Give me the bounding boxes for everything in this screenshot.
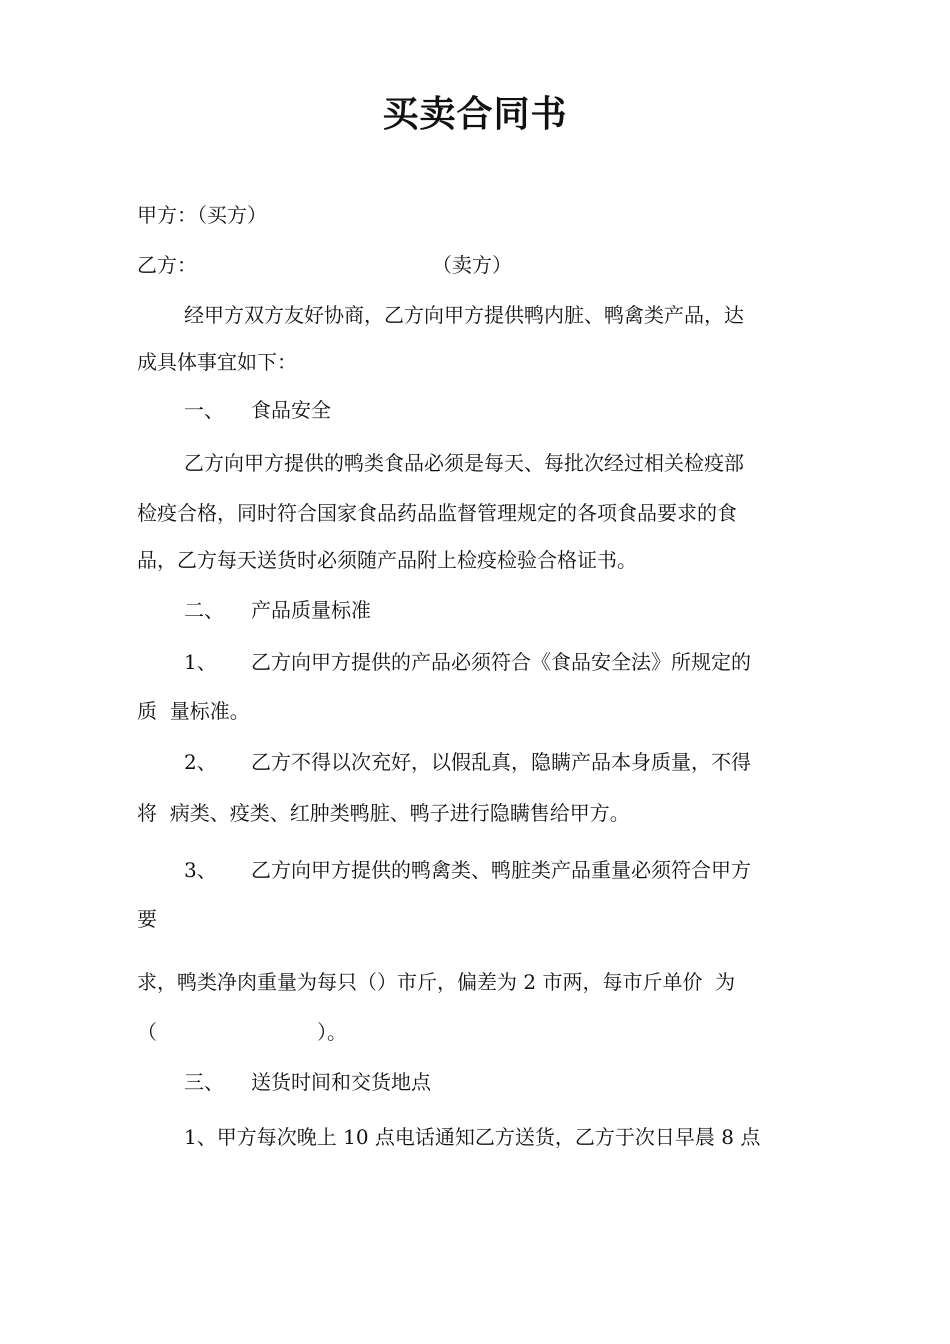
section-2-item-3-cont-2: 求，鸭类净肉重量为每只（）市斤，偏差为 2 市两，每市斤单价 为 [137,970,736,994]
item-number: 1、 [184,1125,217,1149]
section-2-item-3 [184,858,751,882]
section-1-heading [184,398,331,422]
document-title: 买卖合同书 [382,93,568,135]
section-2-item-2-cont: 将 病类、疫类、红肿类鸭脏、鸭子进行隐瞒售给甲方。 [137,801,630,825]
section-2-title: 产品质量标准 [251,598,371,622]
section-2-item-2 [184,750,751,774]
item-number: 1、 [184,650,217,674]
section-1-body-2: 检疫合格，同时符合国家食品药品监督管理规定的各项食品要求的食 [137,501,737,525]
section-3-title: 送货时间和交货地点 [251,1070,431,1094]
item-number: 2、 [184,750,217,774]
party-b-line [137,253,512,277]
section-3-heading [184,1070,431,1094]
intro-line-2: 成具体事宜如下： [137,350,297,374]
section-2-item-1 [184,650,751,674]
item-text: 乙方向甲方提供的产品必须符合《食品安全法》所规定的 [251,650,751,674]
blank-open-paren: （ [137,1020,157,1044]
section-1-body-1: 乙方向甲方提供的鸭类食品必须是每天、每批次经过相关检疫部 [184,451,744,475]
section-3-item-1 [184,1125,760,1149]
item-number: 3、 [184,858,217,882]
section-3-number: 三、 [184,1070,224,1094]
section-2-heading [184,598,371,622]
section-2-item-3-cont-3 [137,1020,347,1044]
item-text: 甲方每次晚上 10 点电话通知乙方送货，乙方于次日早晨 8 点 [216,1125,761,1149]
party-b-role: （卖方） [432,253,512,277]
item-text: 乙方不得以次充好，以假乱真，隐瞒产品本身质量，不得 [251,750,751,774]
section-2-item-1-cont: 质 量标准。 [137,699,250,723]
party-a-label: 甲方： [137,203,197,227]
intro-line-1: 经甲方双方友好协商，乙方向甲方提供鸭内脏、鸭禽类产品，达 [184,303,744,327]
section-1-title: 食品安全 [251,398,331,422]
party-b-label: 乙方： [137,253,197,277]
blank-close-paren: ）。 [317,1020,347,1044]
party-a-role: （买方） [197,203,267,227]
section-1-number: 一、 [184,398,224,422]
section-1-body-3: 品，乙方每天送货时必须随产品附上检疫检验合格证书。 [137,548,637,572]
party-a-line [137,203,267,227]
section-2-number: 二、 [184,598,224,622]
section-2-item-3-cont-1: 要 [137,907,157,931]
item-text: 乙方向甲方提供的鸭禽类、鸭脏类产品重量必须符合甲方 [251,858,751,882]
